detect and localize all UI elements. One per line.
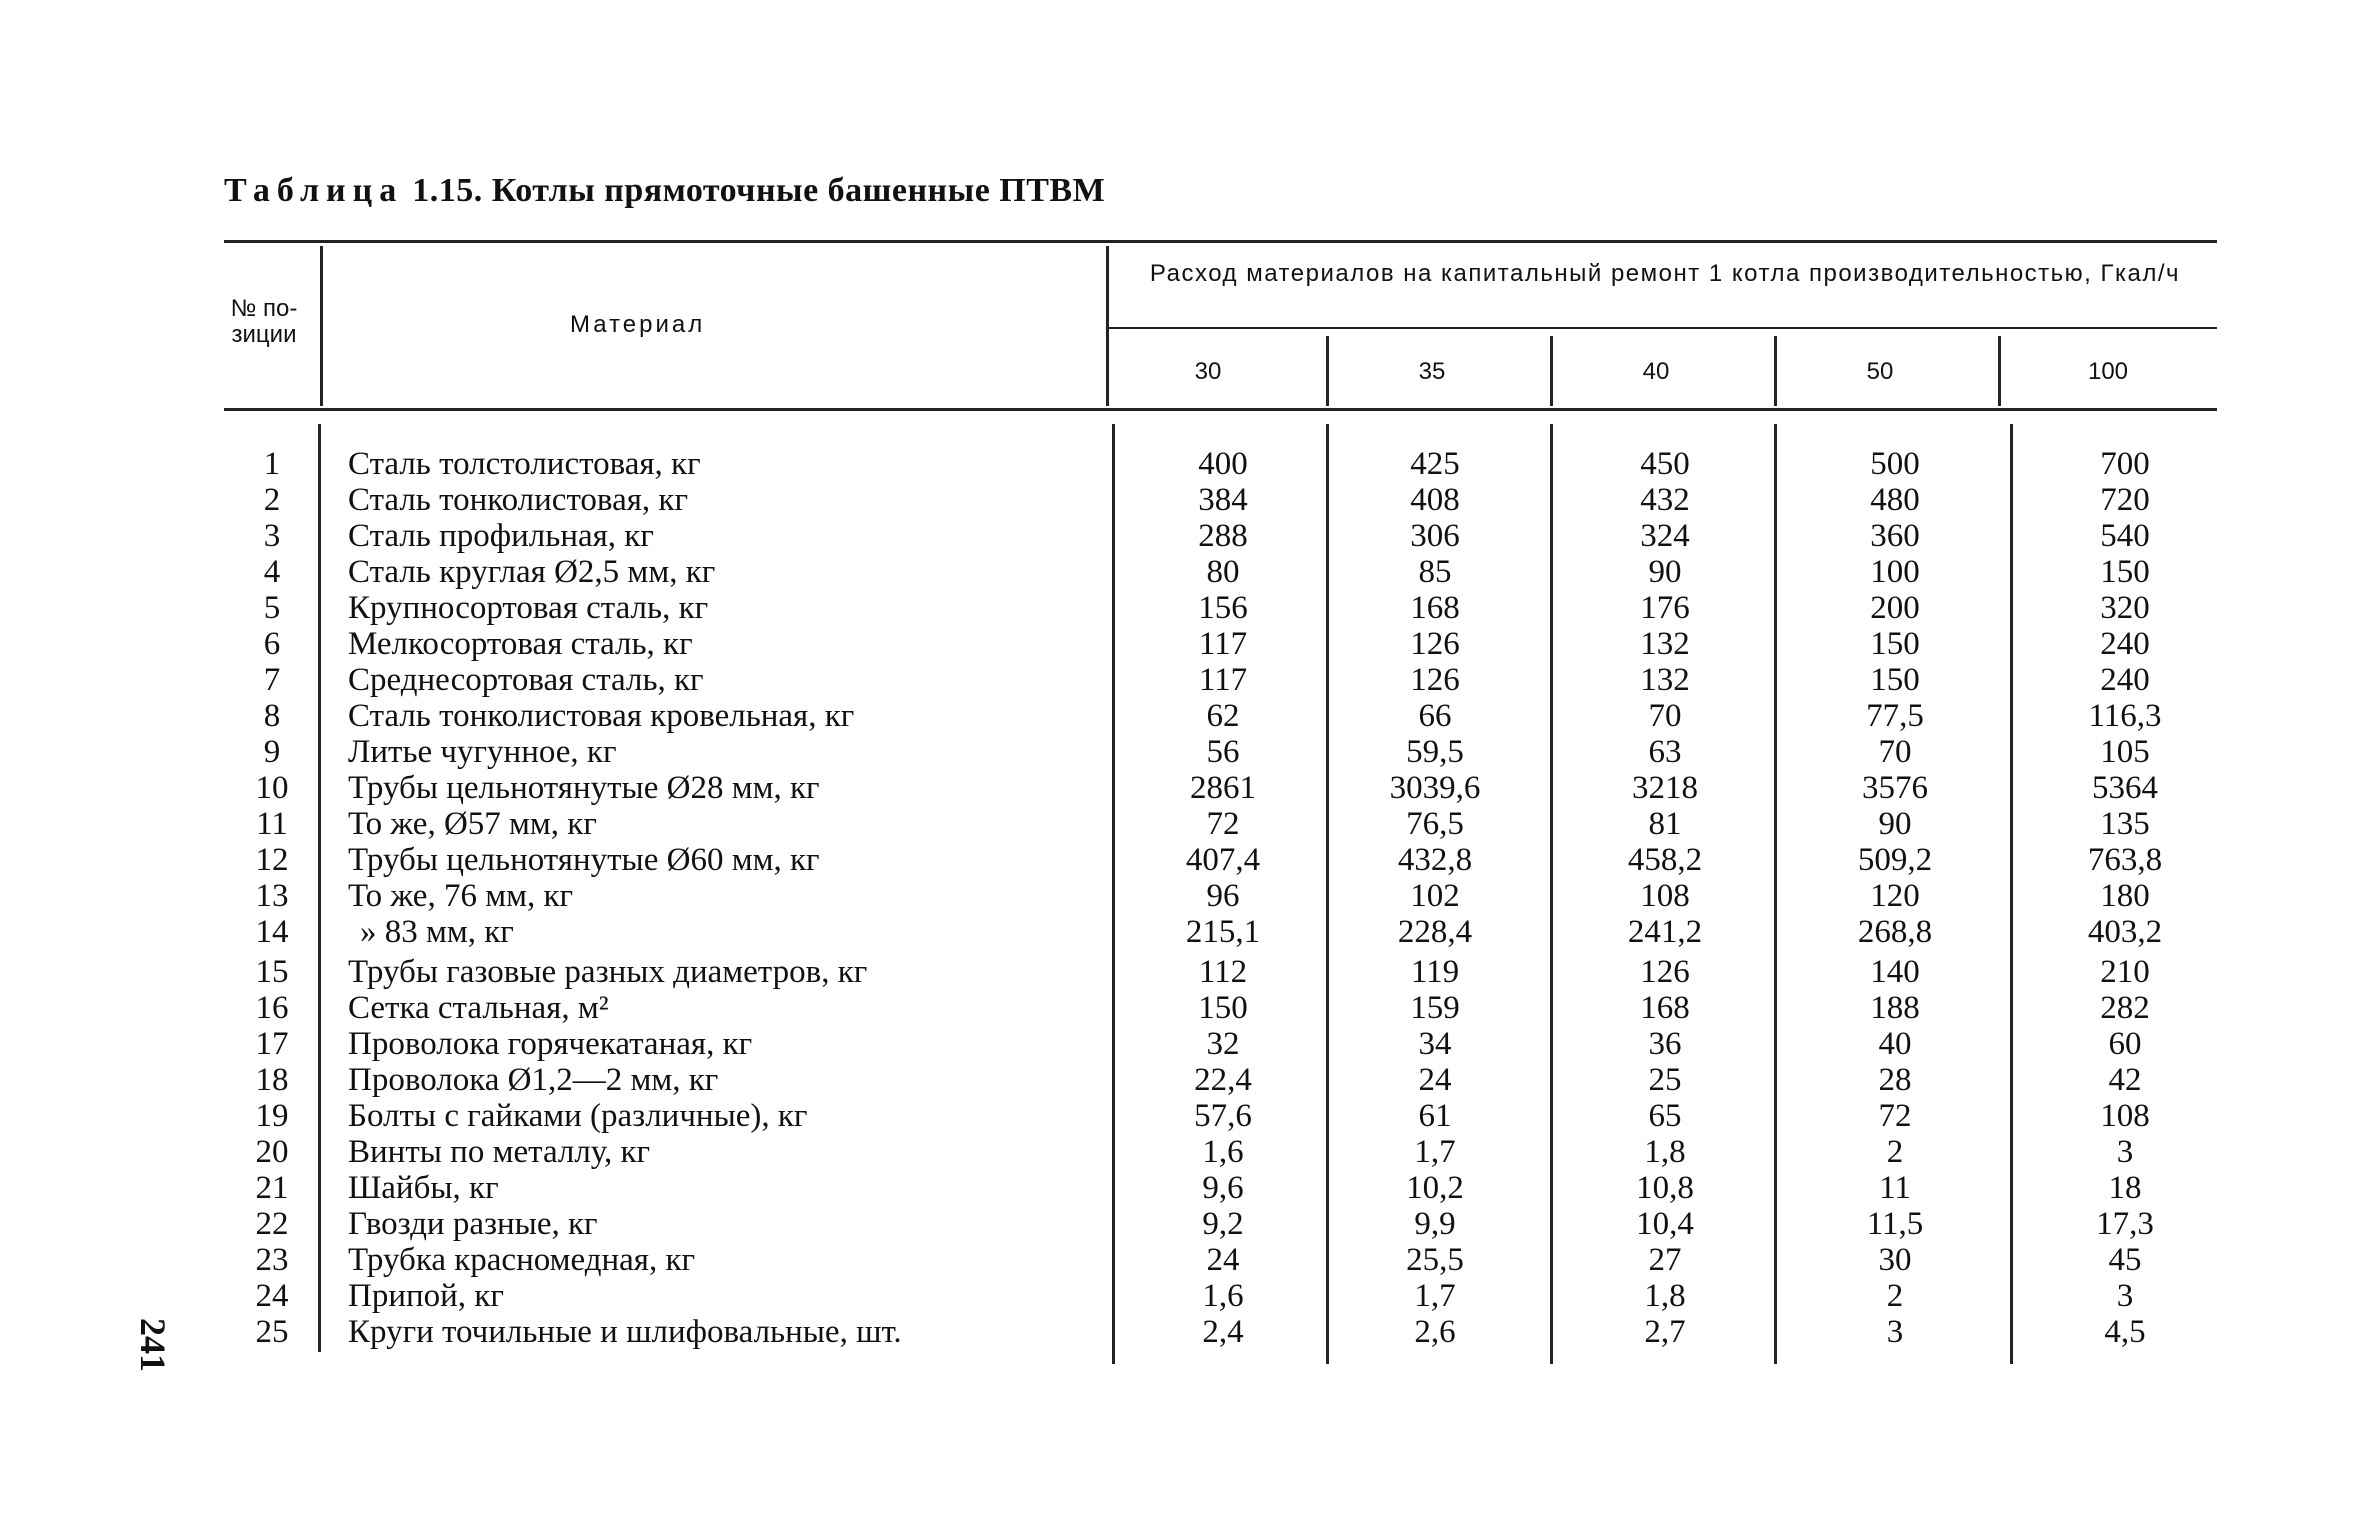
row-number: 3 [263,518,281,554]
value-100: 282 [2100,990,2150,1026]
row-number: 12 [255,842,289,878]
value-100: 45 [2108,1242,2142,1278]
material-cell: Болты с гайками (различные), кг [348,1098,808,1134]
material-cell: То же, Ø57 мм, кг [348,806,597,842]
material-capacity-divider [1106,246,1109,406]
value-35: 168 [1410,590,1460,626]
row-number: 16 [255,990,289,1026]
value-30: 32 [1206,1026,1240,1062]
value-100: 135 [2100,806,2150,842]
value-100: 3 [2116,1134,2134,1170]
value-30: 150 [1198,990,1248,1026]
material-cell: Сталь круглая Ø2,5 мм, кг [348,554,716,590]
value-50: 150 [1870,662,1920,698]
row-number: 1 [263,446,281,482]
value-30: 117 [1198,626,1248,662]
value-30: 2861 [1190,770,1256,806]
table-row [0,590,2362,626]
value-35: 425 [1410,446,1460,482]
table-row [0,878,2362,914]
value-50: 500 [1870,446,1920,482]
value-35: 126 [1410,626,1460,662]
value-30: 156 [1198,590,1248,626]
value-35: 102 [1410,878,1460,914]
value-40: 241,2 [1627,914,1703,950]
value-40: 1,8 [1644,1134,1686,1170]
value-30: 117 [1198,662,1248,698]
value-100: 180 [2100,878,2150,914]
value-100: 150 [2100,554,2150,590]
material-cell: Крупносортовая сталь, кг [348,590,709,626]
row-number: 19 [255,1098,289,1134]
value-40: 10,4 [1636,1206,1694,1242]
row-number: 20 [255,1134,289,1170]
table-top-rule [224,240,2217,243]
material-cell: Литье чугунное, кг [348,734,617,770]
capacity-divider-3 [1774,336,1777,406]
table-row [0,554,2362,590]
value-100: 720 [2100,482,2150,518]
value-30: 72 [1206,806,1240,842]
value-40: 63 [1648,734,1682,770]
row-number: 5 [263,590,281,626]
table-row [0,1314,2362,1350]
table-row [0,954,2362,990]
value-40: 65 [1648,1098,1682,1134]
value-100: 240 [2100,626,2150,662]
value-35: 61 [1418,1098,1452,1134]
value-40: 132 [1640,626,1690,662]
row-number: 9 [263,734,281,770]
value-50: 3576 [1862,770,1928,806]
table-row [0,734,2362,770]
value-100: 540 [2100,518,2150,554]
material-cell: Трубы газовые разных диаметров, кг [348,954,868,990]
value-30: 1,6 [1202,1134,1244,1170]
value-30: 215,1 [1185,914,1261,950]
value-50: 2 [1886,1134,1904,1170]
row-number: 8 [263,698,281,734]
value-40: 2,7 [1644,1314,1686,1350]
table-row [0,990,2362,1026]
table-row [0,662,2362,698]
row-number: 21 [255,1170,289,1206]
material-cell: Среднесортовая сталь, кг [348,662,704,698]
value-30: 288 [1198,518,1248,554]
title-text: Котлы прямоточные башенные ПТВМ [491,172,1106,209]
value-100: 42 [2108,1062,2142,1098]
value-35: 2,6 [1414,1314,1456,1350]
table-row [0,446,2362,482]
value-100: 403,2 [2087,914,2163,950]
value-50: 30 [1878,1242,1912,1278]
value-50: 509,2 [1857,842,1933,878]
value-35: 9,9 [1414,1206,1456,1242]
material-cell: Проволока Ø1,2—2 мм, кг [348,1062,719,1098]
value-50: 11,5 [1866,1206,1924,1242]
material-cell: Трубы цельнотянутые Ø28 мм, кг [348,770,820,806]
material-cell: Сталь тонколистовая, кг [348,482,688,518]
capacity-header-35: 35 [1418,358,1446,385]
value-40: 432 [1640,482,1690,518]
value-30: 24 [1206,1242,1240,1278]
value-50: 11 [1879,1170,1911,1206]
value-40: 132 [1640,662,1690,698]
capacity-header-50: 50 [1866,358,1894,385]
table-row [0,806,2362,842]
table-title [224,172,1105,210]
value-100: 763,8 [2087,842,2163,878]
value-40: 1,8 [1644,1278,1686,1314]
value-40: 458,2 [1627,842,1703,878]
value-35: 119 [1410,954,1460,990]
value-50: 200 [1870,590,1920,626]
title-table-word: Таблица [224,172,404,209]
table-row [0,1062,2362,1098]
value-100: 108 [2100,1098,2150,1134]
table-row [0,698,2362,734]
value-35: 1,7 [1414,1134,1456,1170]
value-35: 34 [1418,1026,1452,1062]
material-cell: Винты по металлу, кг [348,1134,651,1170]
value-35: 432,8 [1397,842,1473,878]
value-35: 3039,6 [1389,770,1481,806]
table-row [0,1134,2362,1170]
value-30: 400 [1198,446,1248,482]
row-number: 4 [263,554,281,590]
value-35: 159 [1410,990,1460,1026]
material-cell: Шайбы, кг [348,1170,499,1206]
position-header: № по- зиции [230,295,298,348]
row-number: 13 [255,878,289,914]
row-number: 10 [255,770,289,806]
value-100: 240 [2100,662,2150,698]
value-40: 324 [1640,518,1690,554]
value-50: 40 [1878,1026,1912,1062]
value-35: 76,5 [1406,806,1464,842]
value-40: 168 [1640,990,1690,1026]
value-50: 28 [1878,1062,1912,1098]
material-cell: Проволока горячекатаная, кг [348,1026,753,1062]
title-number: 1.15. [412,172,483,209]
value-50: 72 [1878,1098,1912,1134]
value-35: 306 [1410,518,1460,554]
value-40: 36 [1648,1026,1682,1062]
capacity-divider-2 [1550,336,1553,406]
capacity-header-rule [1108,327,2217,329]
table-row [0,518,2362,554]
value-30: 384 [1198,482,1248,518]
table-row [0,626,2362,662]
value-100: 5364 [2092,770,2158,806]
value-35: 10,2 [1406,1170,1464,1206]
value-50: 140 [1870,954,1920,990]
material-cell: Припой, кг [348,1278,504,1314]
value-50: 268,8 [1857,914,1933,950]
value-40: 108 [1640,878,1690,914]
capacity-header-100: 100 [2087,358,2129,385]
value-30: 62 [1206,698,1240,734]
value-100: 700 [2100,446,2150,482]
table-row [0,1170,2362,1206]
value-100: 116,3 [2088,698,2162,734]
row-number: 25 [255,1314,289,1350]
table-row [0,1206,2362,1242]
value-40: 126 [1640,954,1690,990]
value-30: 57,6 [1194,1098,1252,1134]
capacity-header-30: 30 [1194,358,1222,385]
value-50: 2 [1886,1278,1904,1314]
material-header: Материал [570,311,706,338]
value-35: 24 [1418,1062,1452,1098]
value-50: 70 [1878,734,1912,770]
table-row [0,770,2362,806]
value-30: 112 [1198,954,1248,990]
value-30: 80 [1206,554,1240,590]
row-number: 11 [256,806,288,842]
row-number: 18 [255,1062,289,1098]
capacity-header-40: 40 [1642,358,1670,385]
row-number: 2 [263,482,281,518]
value-50: 90 [1878,806,1912,842]
material-cell: Сталь толстолистовая, кг [348,446,701,482]
value-35: 126 [1410,662,1460,698]
material-cell: Трубка красномедная, кг [348,1242,696,1278]
material-cell: Гвозди разные, кг [348,1206,598,1242]
position-material-divider [320,246,323,406]
value-50: 480 [1870,482,1920,518]
capacity-divider-1 [1326,336,1329,406]
value-50: 77,5 [1866,698,1924,734]
material-cell: Круги точильные и шлифовальные, шт. [348,1314,902,1350]
material-cell: » 83 мм, кг [360,914,514,950]
value-40: 176 [1640,590,1690,626]
value-100: 3 [2116,1278,2134,1314]
material-cell: Сетка стальная, м² [348,990,609,1026]
page-number: 241 [133,1318,173,1372]
value-40: 10,8 [1636,1170,1694,1206]
value-100: 60 [2108,1026,2142,1062]
value-50: 188 [1870,990,1920,1026]
table-row [0,482,2362,518]
row-number: 15 [255,954,289,990]
value-50: 3 [1886,1314,1904,1350]
material-cell: Сталь тонколистовая кровельная, кг [348,698,855,734]
value-30: 407,4 [1185,842,1261,878]
value-100: 105 [2100,734,2150,770]
value-35: 85 [1418,554,1452,590]
table-row [0,1242,2362,1278]
value-30: 9,6 [1202,1170,1244,1206]
row-number: 17 [255,1026,289,1062]
row-number: 7 [263,662,281,698]
table-row [0,1098,2362,1134]
value-50: 360 [1870,518,1920,554]
value-50: 150 [1870,626,1920,662]
value-100: 17,3 [2096,1206,2154,1242]
row-number: 23 [255,1242,289,1278]
row-number: 14 [255,914,289,950]
value-35: 228,4 [1397,914,1473,950]
value-30: 9,2 [1202,1206,1244,1242]
row-number: 6 [263,626,281,662]
value-40: 90 [1648,554,1682,590]
value-100: 210 [2100,954,2150,990]
value-35: 59,5 [1406,734,1464,770]
value-35: 66 [1418,698,1452,734]
material-cell: Сталь профильная, кг [348,518,654,554]
value-30: 22,4 [1194,1062,1252,1098]
value-100: 320 [2100,590,2150,626]
value-30: 96 [1206,878,1240,914]
value-30: 56 [1206,734,1240,770]
row-number: 24 [255,1278,289,1314]
value-35: 25,5 [1406,1242,1464,1278]
value-35: 1,7 [1414,1278,1456,1314]
row-number: 22 [255,1206,289,1242]
value-40: 81 [1648,806,1682,842]
value-100: 4,5 [2104,1314,2146,1350]
table-row [0,914,2362,950]
table-row [0,842,2362,878]
value-40: 27 [1648,1242,1682,1278]
material-cell: Мелкосортовая сталь, кг [348,626,693,662]
capacity-group-header: Расход материалов на капитальный ремонт 1 котла производительностью, Гкал/ч [1149,260,2181,287]
material-cell: Трубы цельнотянутые Ø60 мм, кг [348,842,820,878]
value-50: 120 [1870,878,1920,914]
value-40: 70 [1648,698,1682,734]
value-100: 18 [2108,1170,2142,1206]
table-header-bottom-rule [224,408,2217,411]
value-30: 2,4 [1202,1314,1244,1350]
value-50: 100 [1870,554,1920,590]
capacity-divider-4 [1998,336,2001,406]
value-40: 25 [1648,1062,1682,1098]
value-40: 450 [1640,446,1690,482]
table-row [0,1278,2362,1314]
table-row [0,1026,2362,1062]
value-40: 3218 [1632,770,1698,806]
value-35: 408 [1410,482,1460,518]
material-cell: То же, 76 мм, кг [348,878,574,914]
value-30: 1,6 [1202,1278,1244,1314]
